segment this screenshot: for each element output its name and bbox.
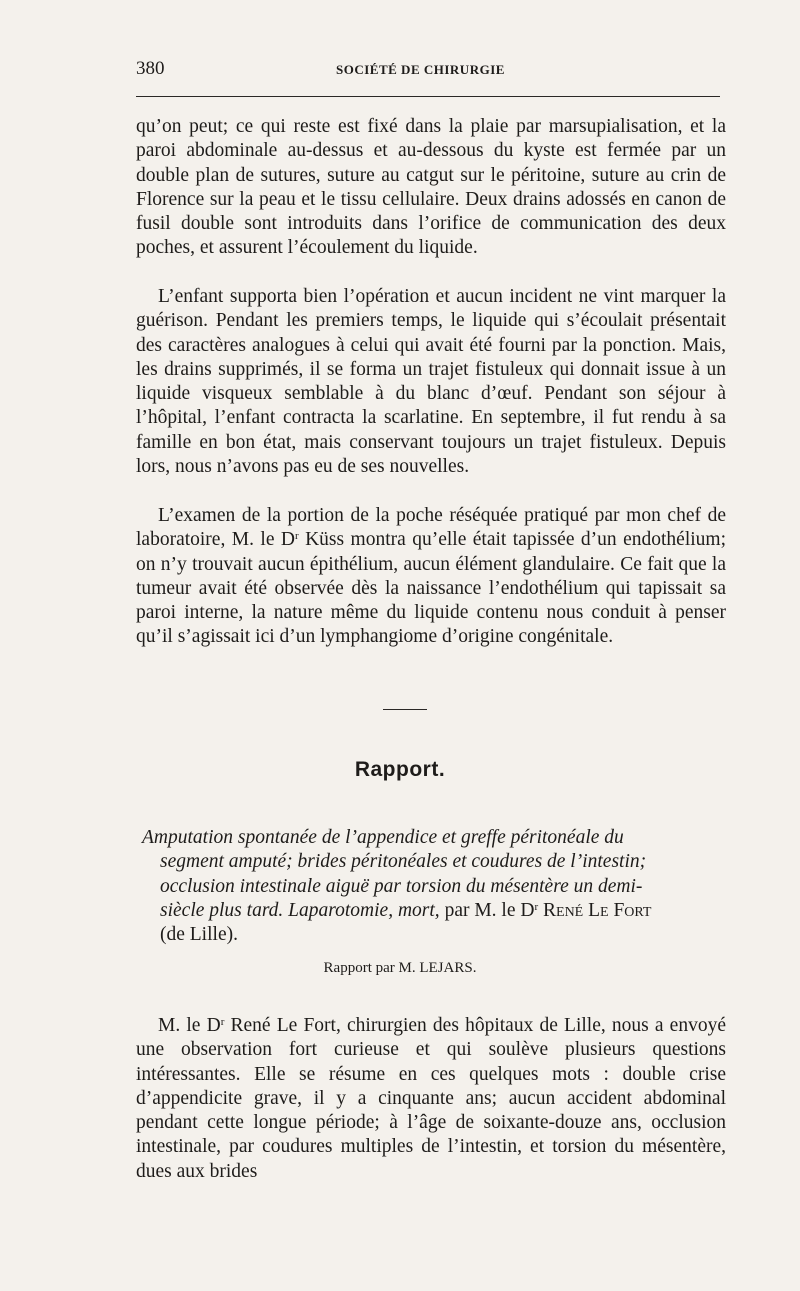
report-byline: Rapport par M. LEJARS. [323,960,477,976]
report-title-italic: siècle plus tard. Laparotomie, mort, [160,899,440,921]
paragraph-report-body [136,1014,726,1184]
superscript-r: r [220,1016,225,1028]
paragraph-report-text-end: René Le Fort, chirurgien des hôpitaux de Lille, nous a envoyé une observation fort curieuse et qui soulève plusieurs questions intéressantes. Elle se résume en ces quelques mots : double crise d’appendicite grave, il y a cinquante ans; aucun accident abdominal pendant cette longue période; à l’âge de soixante-douze ans, occlusion intestinale, par coudures multiples de l’intestin, et torsion du mésentère, dues aux brides [136,1015,726,1182]
paragraph-examination-text-start: L’examen de la portion de la poche réséquée pratiqué par mon chef de laboratoire, M. le D [136,505,726,551]
page-header [136,58,720,82]
page-number: 380 [136,58,165,79]
report-title-line [136,899,726,923]
section-title: Rapport. [354,758,446,781]
report-title-line: Amputation spontanée de l’appendice et greffe péritonéale du [142,827,624,848]
header-rule [136,96,720,97]
paragraph-examination-text-end: Küss montra qu’elle était tapissée d’un endothélium; on n’y trouvait aucun épithélium, aucun élément glandulaire. Ce fait que la tumeur avait été observée dès la naissance l’endothélium qui tapissait sa paroi interne, la nature même du liquide contenu nous conduit à penser qu’il s’agissait ici d’un lymphangiome d’origine congénitale. [136,529,726,648]
paragraph-continuation: qu’on peut; ce qui reste est fixé dans la plaie par marsupialisation, et la paroi abdominale au-dessus et au-dessous du kyste est fermée par un double plan de sutures, suture au catgut sur le péritoine, suture au crin de Florence sur la peau et le tissu cellulaire. Deux drains adossés en canon de fusil double sont introduits dans l’orifice de communication des deux poches, et assurent l’écoulement du liquide. [136,116,726,259]
paragraph-report-text-start: M. le D [158,1015,221,1036]
paragraph-examination [136,504,726,650]
section-divider [383,709,427,710]
superscript-r: r [534,900,539,913]
report-author: René Le Fort [538,899,652,921]
report-title-line: segment amputé; brides péritonéales et coudures de l’intestin; [160,851,647,873]
report-title [136,826,726,947]
superscript-r: r [295,530,299,543]
paragraph-outcome: L’enfant supporta bien l’opération et aucun incident ne vint marquer la guérison. Pendant les premiers temps, le liquide qui s’écoulait présentait des caractères analogues à celui qui avait été fourni par la ponction. Mais, les drains supprimés, il se forma un trajet fistuleux qui donnait issue à un liquide visqueux semblable à du blanc d’œuf. Pendant son séjour à l’hôpital, l’enfant contracta la scarlatine. En septembre, il fut rendu à sa famille en bon état, mais conservant toujours un trajet fistuleux. Depuis lors, nous n’avons pas eu de ses nouvelles. [136,286,726,478]
report-title-line: (de Lille). [160,924,238,946]
report-title-by: par M. le D [439,899,535,921]
report-title-line: occlusion intestinale aiguë par torsion du mésentère un demi- [160,875,643,897]
running-head: SOCIÉTÉ DE CHIRURGIE [336,62,505,77]
